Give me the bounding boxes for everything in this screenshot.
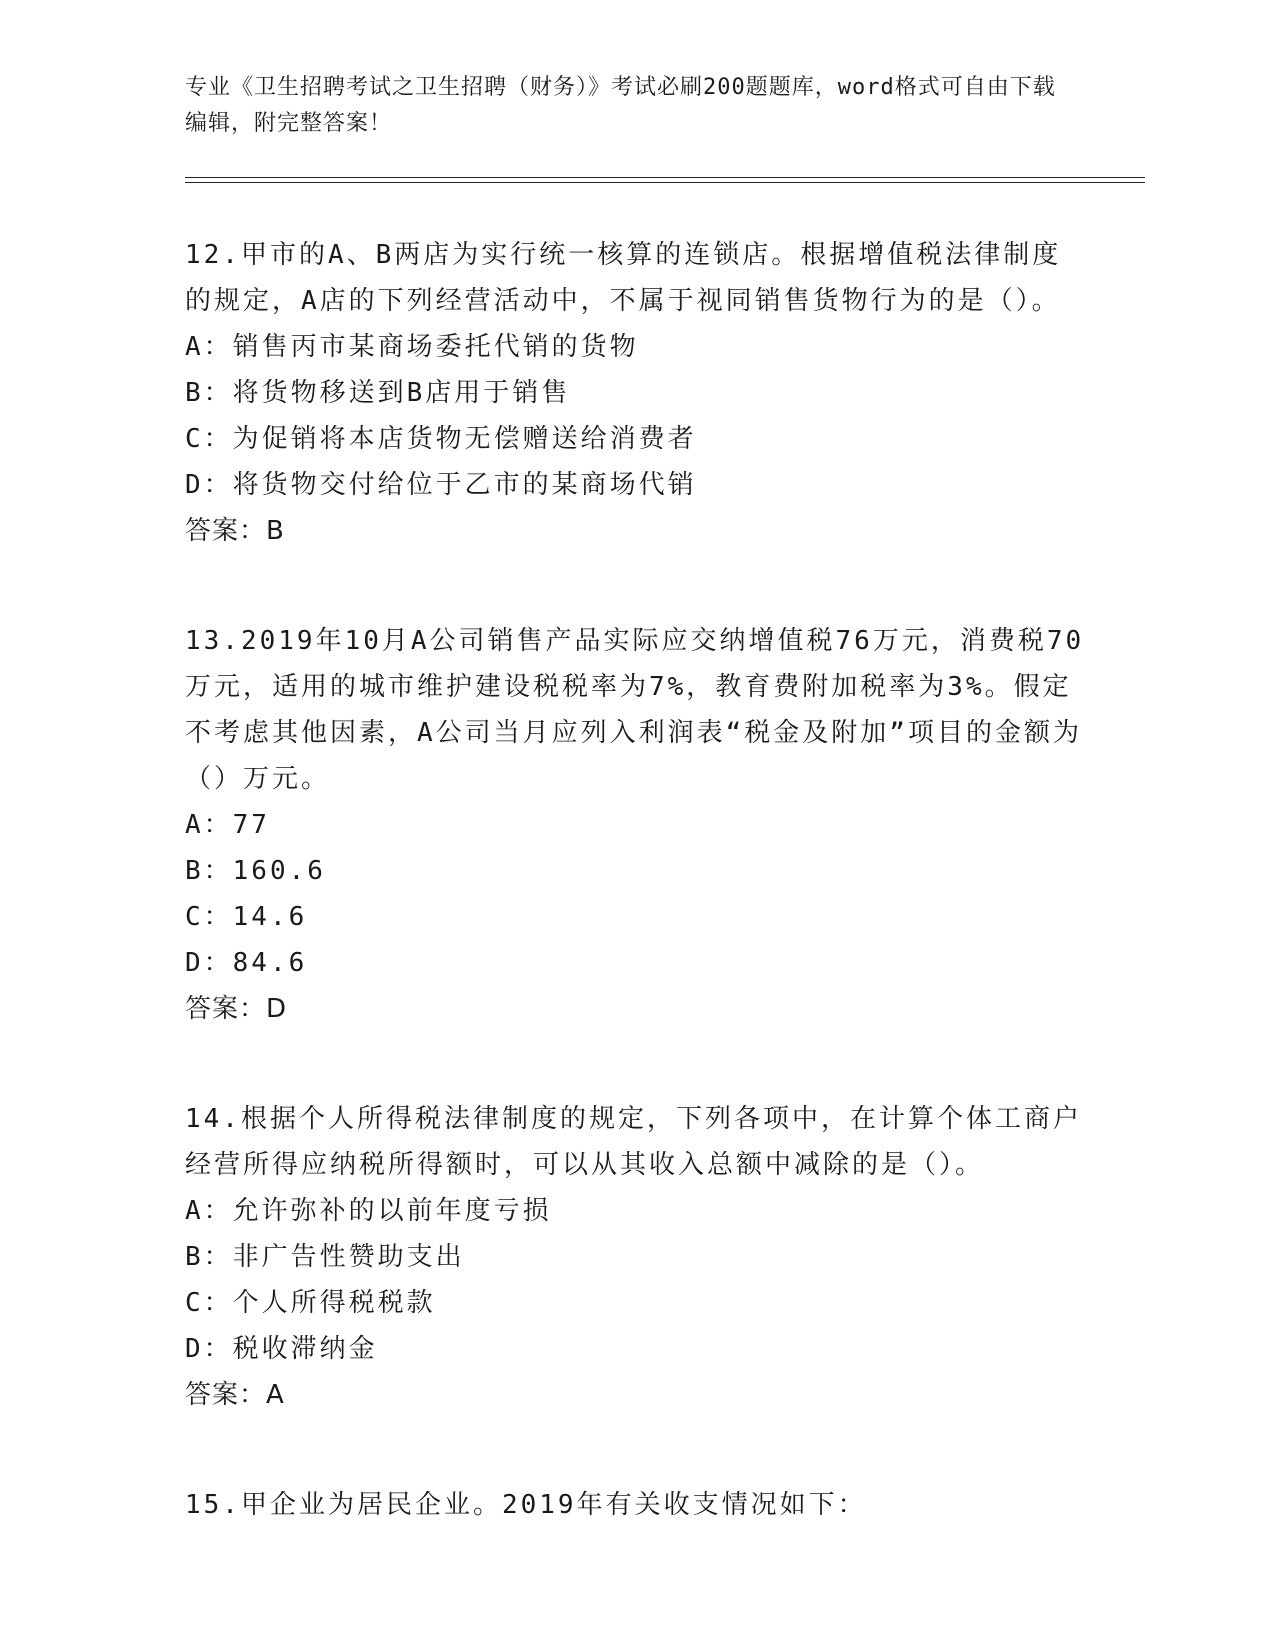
option-b: B：非广告性赞助支出 xyxy=(185,1242,465,1272)
question-text: 15.甲企业为居民企业。2019年有关收支情况如下： xyxy=(185,1490,867,1520)
option-d: D：税收滞纳金 xyxy=(185,1334,378,1364)
option-c: C：为促销将本店货物无偿赠送给消费者 xyxy=(185,424,697,454)
question-text: 12.甲市的A、B两店为实行统一核算的连锁店。根据增值税法律制度的规定，A店的下列经营活动中，不属于视同销售货物行为的是（）。 xyxy=(185,240,1062,316)
option-c: C：14.6 xyxy=(185,902,308,932)
question-14 xyxy=(185,1096,1085,1418)
question-list xyxy=(185,232,1085,1528)
question-text: 14.根据个人所得税法律制度的规定，下列各项中，在计算个体工商户经营所得应纳税所得额时，可以从其收入总额中减除的是（）。 xyxy=(185,1104,1082,1180)
question-15 xyxy=(185,1482,1085,1528)
answer: 答案：D xyxy=(185,994,288,1024)
answer: 答案：B xyxy=(185,516,285,546)
header-divider-bottom xyxy=(185,182,1145,183)
question-12 xyxy=(185,232,1085,554)
option-d: D：84.6 xyxy=(185,948,308,978)
option-b: B：160.6 xyxy=(185,856,326,886)
option-a: A：允许弥补的以前年度亏损 xyxy=(185,1196,552,1226)
question-text: 13.2019年10月A公司销售产品实际应交纳增值税76万元，消费税70万元，适用的城市维护建设税税率为7%，教育费附加税率为3%。假定不考虑其他因素，A公司当月应列入利润表“税金及附加”项目的金额为（）万元。 xyxy=(185,626,1085,794)
header-divider-top xyxy=(185,177,1145,178)
document-header: 专业《卫生招聘考试之卫生招聘（财务）》考试必刷200题题库，word格式可自由下载编辑，附完整答案！ xyxy=(185,75,1056,136)
option-b: B：将货物移送到B店用于销售 xyxy=(185,378,571,408)
option-a: A：销售丙市某商场委托代销的货物 xyxy=(185,332,639,362)
answer: 答案：A xyxy=(185,1380,285,1410)
option-d: D：将货物交付给位于乙市的某商场代销 xyxy=(185,470,697,500)
option-c: C：个人所得税税款 xyxy=(185,1288,436,1318)
question-13 xyxy=(185,618,1085,1032)
option-a: A：77 xyxy=(185,810,270,840)
